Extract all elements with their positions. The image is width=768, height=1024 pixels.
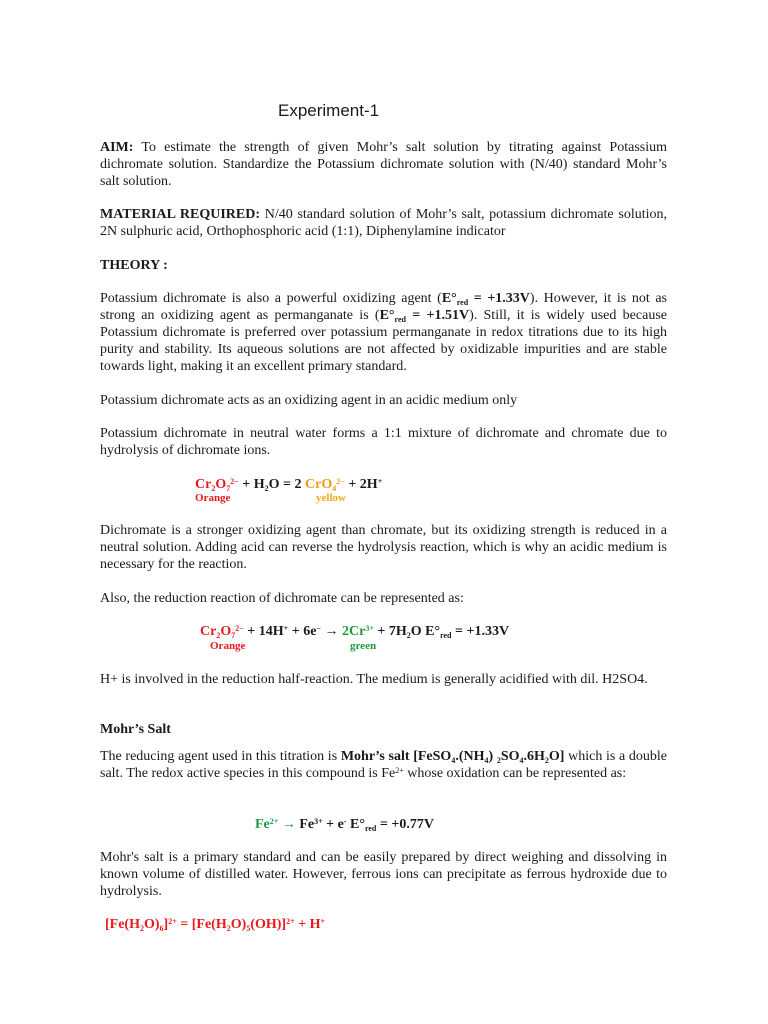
theory-paragraph-2: Potassium dichromate acts as an oxidizing agent in an acidic medium only [100,393,518,408]
chromate-ion: CrO$_4^{2-}$ [305,476,345,493]
material-label: MATERIAL REQUIRED: [100,207,261,222]
theory-heading: THEORY : [100,258,168,273]
label-green: green [350,640,377,652]
equation-reduction: $Cr_2O_7^{2-} + 14H^+ + 6e^- \to 2Cr^{3+} + 7H_2O$ $E^\circ_{red} = +1.33V$ [200,623,510,640]
theory-paragraph-4: Dichromate is a stronger oxidizing agent than chromate, but its oxidizing strength is reduced in a neutral solution. Adding acid can reverse the hydrolysis reaction, which is why an acidic medium is necessary for the reaction. [100,523,667,572]
mohr-salt-heading: Mohr’s Salt [100,722,171,737]
aim-paragraph [100,139,667,190]
dichromate-ion-2: $Cr_2O_7^{2-}$ [200,623,244,640]
theory-paragraph-6: H+ is involved in the reduction half-reaction. The medium is generally acidified with dil. H2SO4. [100,672,648,687]
page-title: Experiment-1 [278,101,380,120]
mohr-paragraph-2: Mohr's salt is a primary standard and can be easily prepared by direct weighing and dissolving in known volume of distilled water. However, ferrous ions can precipitate as ferrous hydroxide due to hydrolysis. [100,850,667,899]
aim-label: AIM: [100,140,134,155]
label-orange-2: Orange [210,640,246,652]
theory-paragraph-5: Also, the reduction reaction of dichromate can be represented as: [100,591,464,606]
theory-paragraph-1: Potassium dichromate is also a powerful oxidizing agent $(E^\circ_{red} = +1.33V)$. However, it is not as strong an oxidizing agent as permanganate is $(E^\circ_{red} = +1.51V)$. Still, it is widely used because Potassium dichromate is preferred over potassium permanganate in redox titrations due to its high purity and stability. Its aqueous solutions are not affected by oxidizable impurities and are stable towards light, making it an excellent primary standard. [100,291,667,374]
equation-iron-oxidation: $Fe^{2+} \to Fe^{3+} + e^-$ $E^\circ_{red} = +0.77V$ [255,816,434,833]
chromium-ion: $2Cr^{3+}$ [341,623,374,639]
label-orange-1: Orange [195,492,231,504]
equation-hydrolysis: $Cr_2O_7^{2-} + H_2O = 2$ CrO$_4^{2-}$ + 2H+ [195,476,383,493]
aim-text: To estimate the strength of given Mohr’s salt solution by titrating against Potassium dichromate solution. Standardize the Potassium dichromate solution with (N/40) standard Mohr’s salt solution. [100,140,667,189]
mohr-salt-formula: Mohr’s salt [$FeSO_4.(NH_4)$ $_2SO_4.6H_2O$] [340,749,565,765]
equation-hydrolysis-iron: $[Fe(H_2O)_6]^{2+} = [Fe(H_2O)_5(OH)]^{2+} + H^+$ [105,916,326,933]
ferrous-ion: $Fe^{2+}$ → [255,816,300,832]
e-red-permanganate: $E^\circ_{red} = +1.51V$ [379,308,470,324]
material-text: N/40 standard solution of Mohr’s salt, potassium dichromate solution, 2N sulphuric acid, Orthophosphoric acid (1:1), Diphenylamine indicator [100,207,667,239]
e-red-dichromate: $E^\circ_{red} = +1.33V$ [441,291,530,307]
theory-paragraph-3: Potassium dichromate in neutral water forms a 1:1 mixture of dichromate and chromate due to hydrolysis of dichromate ions. [100,426,667,458]
mohr-paragraph-1: The reducing agent used in this titration is Mohr’s salt [$FeSO_4.(NH_4)$ $_2SO_4.6H_2O$] which is a double salt. The redox active species in this compound is $Fe^{2+}$ whose oxidation can be represented as: [100,749,667,781]
dichromate-ion: $Cr_2O_7^{2-}$ [195,476,239,493]
material-paragraph [100,206,667,240]
label-yellow: yellow [316,492,346,504]
